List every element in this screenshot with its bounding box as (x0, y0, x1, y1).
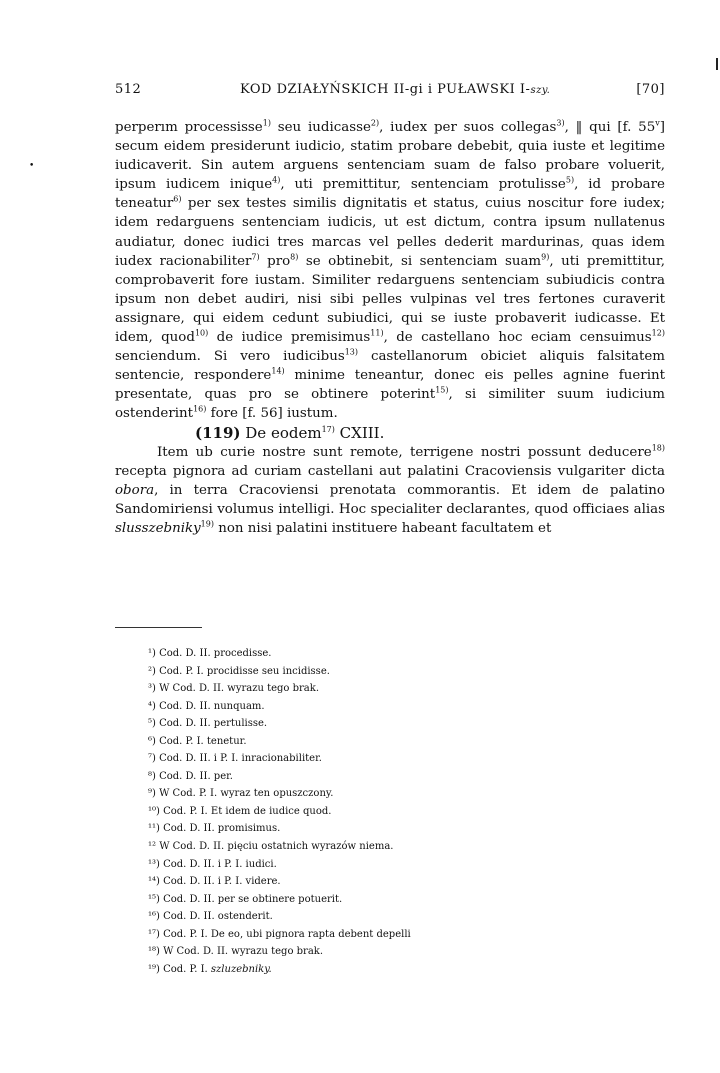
footnote-ref: 4) (272, 175, 281, 185)
footnote-ref: 12) (651, 328, 665, 338)
footnote: ⁶) Cod. P. I. tenetur. (148, 735, 247, 747)
footnote-ref: 7) (251, 252, 260, 262)
footnote: ¹³) Cod. D. II. i P. I. iudici. (148, 858, 277, 870)
footnote-ref: 10) (194, 328, 209, 338)
footnote: ⁹) W Cod. P. I. wyraz ten opuszczony. (148, 788, 334, 800)
footnote-ref: 3) (556, 118, 565, 128)
footnote-ref: 16) (193, 404, 207, 414)
article-number: (119) (195, 423, 241, 442)
footnote: ¹⁸) W Cod. D. II. wyrazu tego brak. (148, 946, 324, 958)
paragraph-1: perperım processisse$^{1)}$ seu iudicasse$^{2)}$, iudex per suos collegas$^{3)}$, ‖ qui [f. 55$^v$] secum eidem presiderunt iudicio, statim probare debebit, quia iuste et legitime iudicaverit. Sin autem arguens sentenciam suam de falso probare voluerit, ipsum iudicem inique$^{4)}$, uti premittitur, sentenciam protulisse$^{5)}$, id probare teneatur$^{6)}$ per sex testes similis dignitatis et status, cuius noscitur fore iudex; idem redarguens sentenciam iudicis, ut est dictum, contra ipsum nullatenus audiatur, donec iudici tres marcas vel pelles dederit mardurinas, quas idem iudex racionabiliter$^{7)}$ pro$^{8)}$ se obtinebit, si sentenciam suam$^{9)}$, uti premittitur, comprobaverit fore iustam. Similiter redarguens sentenciam subiudicis contra ipsum non debet audiri, nisi sibi pelles vulpinas vel tres fertones curaverit assignare, qui eidem cedunt subiudici, qui se iuste probaverit iudicasse. Et idem, quod$^{10)}$ de iudice premisimus$^{11)}$, de castellano hoc eciam censuimus$^{12)}$ senciendum. Si vero iudicibus$^{13)}$ castellanorum obiciet aliquis falsitatem sentencie, respondere$^{14)}$ minime teneantur, donec eis pelles agnine fuerint presentate, quas pro se obtinere poterint$^{15)}$, si similiter suum iudicium ostenderint$^{16)}$ fore [f. 56] iustum. (115, 118, 666, 422)
footnote-ref: 17) (321, 424, 335, 434)
section-heading: (119) De eodem$^{17)}$ CXIII. (195, 423, 385, 442)
footnote: ¹⁶) Cod. D. II. ostenderit. (148, 911, 273, 923)
footnote: ¹² W Cod. D. II. pięciu ostatnich wyrazów niema. (148, 841, 394, 853)
footnote: ¹⁷) Cod. P. I. De eo, ubi pignora rapta debent depelli (148, 928, 411, 940)
footnote: ¹) Cod. D. II. procedisse. (148, 648, 272, 659)
margin-dot: • (29, 161, 35, 171)
footnote-ref: 18) (651, 443, 665, 453)
footnote-ref: 13) (344, 347, 359, 357)
footnote: ⁵) Cod. D. II. pertulisse. (148, 718, 268, 730)
footnote: ⁷) Cod. D. II. i P. I. inracionabiliter. (148, 753, 322, 765)
footnote: ⁴) Cod. D. II. nunquam. (148, 700, 265, 712)
main-text (115, 118, 665, 538)
footnote: ²) Cod. P. I. procidisse seu incidisse. (148, 665, 330, 677)
running-header (115, 82, 665, 102)
footnote-ref: 15) (435, 385, 449, 395)
footnote-ref: 11) (370, 328, 384, 338)
italic-term: slusszebniky (115, 520, 201, 536)
footnote-separator (115, 627, 202, 628)
footnote-ref: 2) (370, 118, 380, 128)
paragraph-2: Item ub curie nostre sunt remote, terrigene nostri possunt deducere$^{18)}$ recepta pignora ad curiam castellani aut palatini Cracoviensis vulgariter dicta obora, in terra Cracoviensi prenotata commorantis. Et idem de palatino Sandomiriensi volumus intelligi. Hoc specialiter declarantes, quod officiaes alias slusszebniky$^{19)}$ non nisi palatini instituere habeant facultatem et (115, 443, 665, 536)
footnote-ref: 8) (290, 252, 299, 262)
footnote: ¹¹) Cod. D. II. promisimus. (148, 823, 281, 835)
running-title: KOD DZIAŁYŃSKICH II-gi i PUŁAWSKI I-szy. (240, 82, 551, 97)
footnote: ¹⁹) Cod. P. I. szluzebniky. (148, 963, 272, 975)
margin-edge-mark (716, 58, 718, 70)
footnote-ref: 14) (271, 366, 285, 376)
section-number: [70] (636, 82, 665, 97)
footnote-ref: 9) (541, 252, 550, 262)
page-number: 512 (115, 82, 142, 97)
footnote-ref: 5) (565, 175, 575, 185)
footnotes (148, 645, 411, 978)
footnote-ref: 6) (173, 194, 182, 204)
footnote: ⁸) Cod. D. II. per. (148, 770, 233, 782)
italic-term: obora (115, 482, 155, 498)
footnote-ref: 1) (262, 118, 271, 128)
footnote-ref: 19) (200, 519, 214, 529)
footnote: ¹⁴) Cod. D. II. i P. I. videre. (148, 876, 281, 888)
footnote: ¹⁰) Cod. P. I. Et idem de iudice quod. (148, 805, 332, 817)
footnote: ¹⁵) Cod. D. II. per se obtinere potuerit. (148, 893, 343, 905)
footnote: ³) W Cod. D. II. wyrazu tego brak. (148, 683, 320, 695)
